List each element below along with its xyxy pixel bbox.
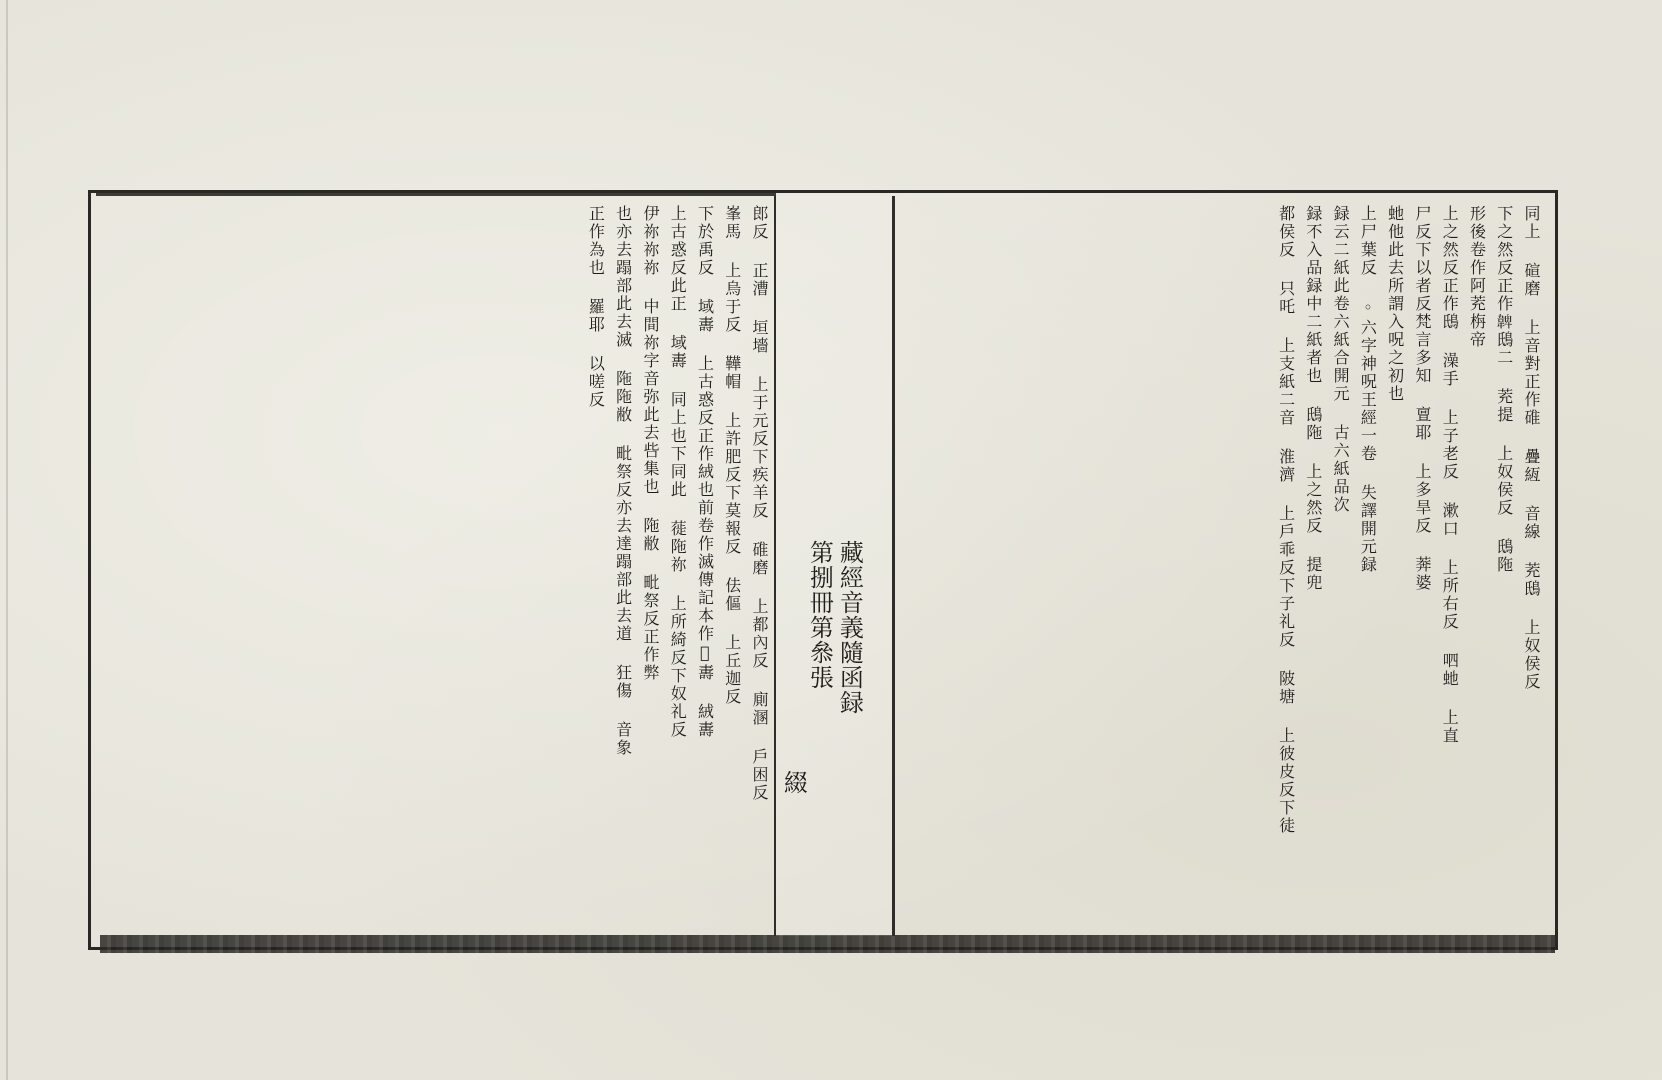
text-column: 録云二紙此卷六紙合開元 古六紙品次 — [1331, 205, 1351, 514]
frame-bottom-edge — [100, 935, 1555, 953]
text-column: 虵他此去所謂入呪之初也 — [1385, 205, 1405, 403]
right-text-panel — [900, 205, 1540, 925]
left-text-panel — [98, 205, 768, 925]
frame-top-edge — [96, 190, 776, 196]
text-column: 同上 碹磨 上音對正作碓 疊絚 音線 茺䲭 上奴侯反 — [1522, 205, 1541, 691]
text-column: 下於禹反 域夀 上古惑反正作絨也前卷作滅傳記本作𡚶夀 絨夀 — [695, 205, 715, 739]
text-column: 郎反 正漕 垣墻 上于元反下疾羊反 碓磨 上都內反 廁溷 戶困反 — [750, 205, 769, 802]
text-column: 也亦去蹋部此去滅 陁陁敝 毗祭反亦去達蹋部此去道 狂傷 音象 — [613, 205, 633, 757]
text-column: 峯馬 上烏于反 鞾帽 上許肥反下莫報反 佉傴 上丘迦反 — [722, 205, 742, 706]
text-column: 上之然反正作䲭 澡手 上子老反 漱口 上所右反 呬虵 上直 — [1440, 205, 1460, 745]
text-column: 正作為也 羅耶 以嗟反 — [586, 205, 606, 409]
text-column: 形後卷作阿茺栴帝 — [1467, 205, 1487, 349]
text-column: 下之然反正作𩏂䲭二 茺提 上奴侯反 䲭陁 — [1494, 205, 1514, 574]
text-column: 都侯反 只吒 上支紙二音 淮濟 上戶乖反下子礼反 陂塘 上彼皮反下徒 — [1276, 205, 1296, 835]
text-column: 尸反下以者反梵言多知 亶耶 上多旱反 莾婆 — [1412, 205, 1432, 592]
page-fold-line — [6, 0, 8, 1080]
text-column: 録不入品録中二紙者也 䲭陁 上之然反 提兜 — [1303, 205, 1323, 592]
center-margin-mark: 綴 — [779, 770, 808, 795]
center-margin-volume: 第捌冊第叅張 — [805, 540, 834, 690]
text-column: 上尸葉反 ◦六字神呪王經一卷 失譯開元録 — [1358, 205, 1378, 574]
text-column: 上古惑反此正 域夀 同上也下同此 蓰陁祢 上所綺反下奴礼反 — [668, 205, 688, 739]
center-margin-title: 藏經音義隨函録 — [835, 540, 864, 715]
text-column: 伊祢祢祢 中間祢字音弥此去呰集也 陁敝 毗祭反正作弊 — [640, 205, 660, 682]
